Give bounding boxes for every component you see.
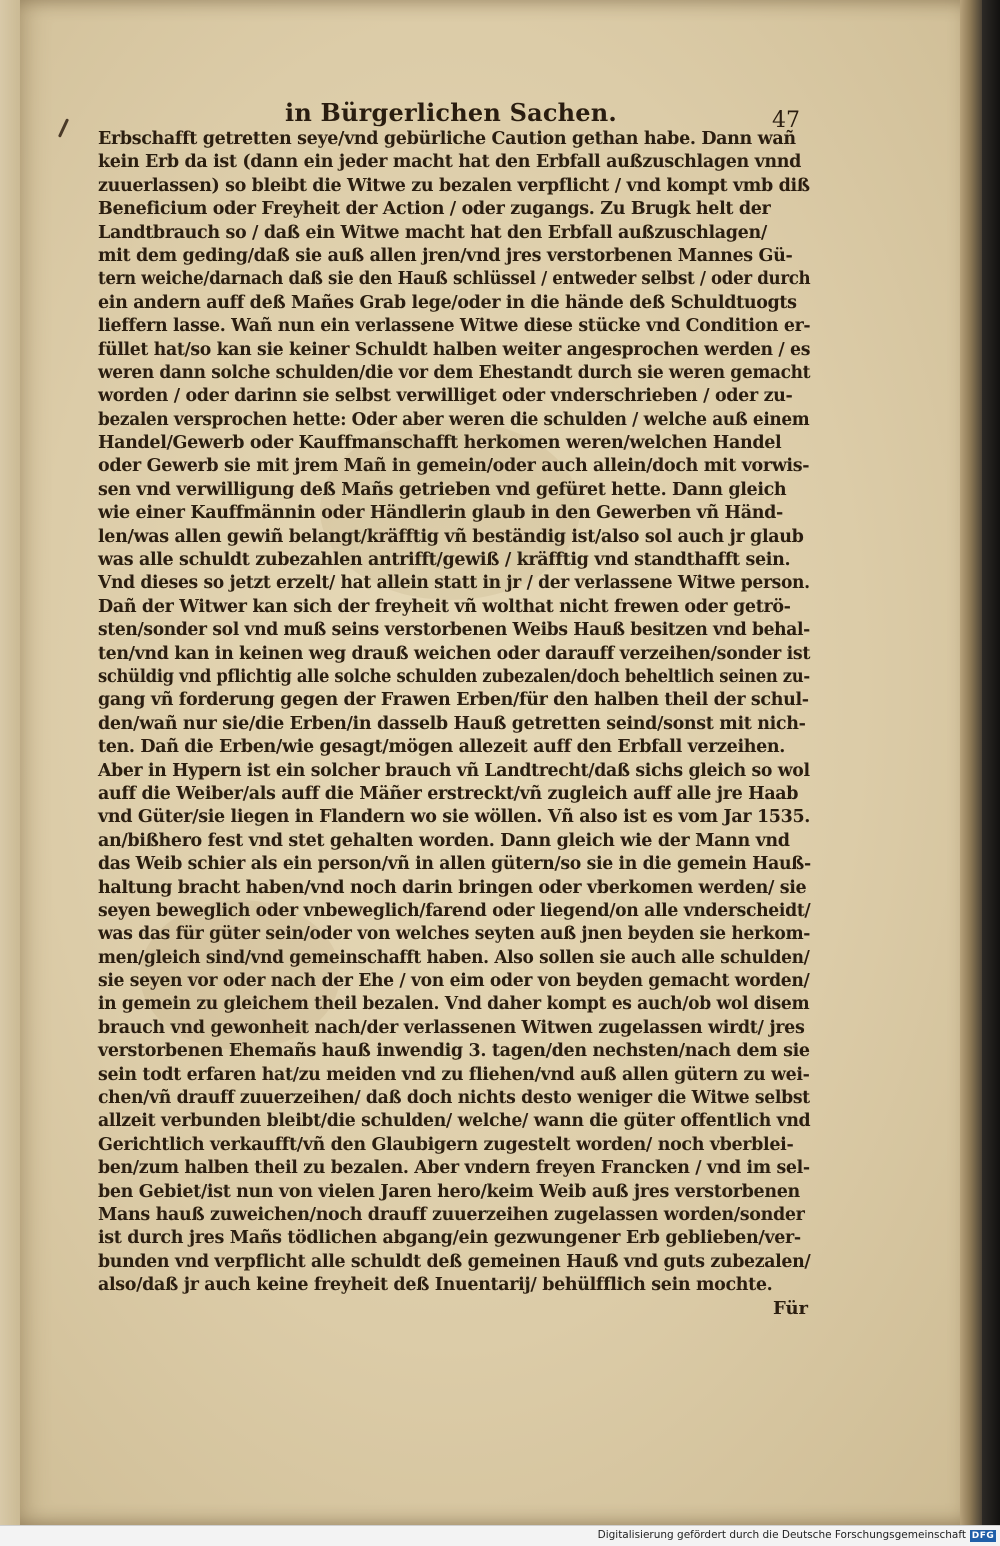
text-line: füllet hat/so kan sie keiner Schuldt halben weiter angesprochen werden / es	[98, 339, 811, 360]
text-line: tern weiche/darnach daß sie den Hauß schlüssel / entweder selbst / oder durch	[98, 269, 811, 290]
text-line: auff die Weiber/als auff die Mäñer erstreckt/vñ zugleich auff alle jre Haab	[98, 783, 799, 804]
text-line: ben/zum halben theil zu bezalen. Aber vndern freyen Francken / vnd im sel-	[98, 1158, 810, 1179]
text-line: allzeit verbunden bleibt/die schulden/ welche/ wann die güter offentlich vnd	[98, 1111, 811, 1132]
text-line: Dañ der Witwer kan sich der freyheit vñ wolthat nicht frewen oder getrö-	[98, 596, 791, 617]
text-line: lieffern lasse. Wañ nun ein verlassene Witwe diese stücke vnd Condition er-	[98, 316, 811, 337]
text-line: sie seyen vor oder nach der Ehe / von eim oder von beyden gemacht worden/	[98, 971, 810, 992]
text-line: den/wañ nur sie/die Erben/in dasselb Hauß getretten seind/sonst mit nich-	[98, 713, 806, 734]
text-line: kein Erb da ist (dann ein jeder macht hat den Erbfall außzuschlagen vnnd	[98, 152, 802, 173]
text-line: brauch vnd gewonheit nach/der verlassenen Witwen zugelassen wirdt/ jres	[98, 1017, 805, 1038]
text-line: Handel/Gewerb oder Kauffmanschafft herkomen weren/welchen Handel	[98, 433, 782, 454]
footer-bar	[0, 1525, 1000, 1546]
text-line: schüldig vnd pflichtig alle solche schulden zubezalen/doch beheltlich seinen zu-	[98, 666, 810, 687]
text-line: Gerichtlich verkaufft/vñ den Glaubigern zugestelt worden/ noch vberblei-	[98, 1134, 794, 1155]
text-line: sen vnd verwilligung deß Mañs getrieben vnd gefüret hette. Dann gleich	[98, 479, 787, 500]
text-line: bunden vnd verpflicht alle schuldt deß gemeinen Hauß vnd guts zubezalen/	[98, 1251, 811, 1272]
text-line: haltung bracht haben/vnd noch darin bringen oder vberkomen werden/ sie	[98, 877, 807, 898]
text-line: chen/vñ drauff zuuerzeihen/ daß doch nichts desto weniger die Witwe selbst	[98, 1088, 810, 1109]
page-number: 47	[772, 108, 800, 133]
dfg-logo: DFG	[971, 1531, 995, 1541]
text-line: ten. Dañ die Erben/wie gesagt/mögen allezeit auff den Erbfall verzeihen.	[98, 737, 786, 758]
text-line: Erbschafft getretten seye/vnd gebürliche Caution gethan habe. Dann wañ	[98, 129, 796, 149]
text-line: men/gleich sind/vnd gemeinschafft haben. Also sollen sie auch alle schulden/	[98, 947, 810, 968]
text-line: oder Gewerb sie mit jrem Mañ in gemein/oder auch allein/doch mit vorwis-	[98, 456, 810, 477]
text-line: zuuerlassen) so bleibt die Witwe zu bezalen verpflicht / vnd kompt vmb diß	[98, 175, 810, 196]
text-line: mit dem geding/daß sie auß allen jren/vnd jres verstorbenen Mannes Gü-	[98, 245, 793, 266]
text-line: ein andern auff deß Mañes Grab lege/oder in die hände deß Schuldtuogts	[98, 292, 797, 313]
text-line: das Weib schier als ein person/vñ in allen gütern/so sie in die gemein Hauß-	[98, 854, 811, 875]
text-line: sein todt erfaren hat/zu meiden vnd zu fliehen/vnd auß allen gütern zu wei-	[98, 1064, 810, 1085]
text-line: Aber in Hypern ist ein solcher brauch vñ Landtrecht/daß sichs gleich so wol	[98, 760, 810, 781]
body-text	[98, 128, 810, 1298]
text-line: worden / oder darinn sie selbst verwilliget oder vnderschrieben / oder zu-	[98, 386, 793, 407]
text-line: seyen beweglich oder vnbeweglich/farend oder liegend/on alle vnderscheidt/	[98, 900, 811, 921]
text-line: ben Gebiet/ist nun von vielen Jaren hero/keim Weib auß jres verstorbenen	[98, 1181, 800, 1202]
text-line: Beneficium oder Freyheit der Action / oder zugangs. Zu Brugk helt der	[98, 199, 771, 220]
text-line: ten/vnd kan in keinen weg drauß weichen oder darauff verzeihen/sonder ist	[98, 643, 811, 664]
text-line: sten/sonder sol vnd muß seins verstorbenen Weibs Hauß besitzen vnd behal-	[98, 620, 810, 641]
text-line: in gemein zu gleichem theil bezalen. Vnd daher kompt es auch/ob wol disem	[98, 994, 810, 1015]
catchword: Für	[773, 1298, 809, 1319]
text-line: an/bißhero fest vnd stet gehalten worden. Dann gleich wie der Mann vnd	[98, 830, 790, 851]
text-line: Landtbrauch so / daß ein Witwe macht hat den Erbfall außzuschlagen/	[98, 222, 767, 243]
text-line: ist durch jres Mañs tödlichen abgang/ein gezwungener Erb geblieben/ver-	[98, 1228, 801, 1249]
text-line: was alle schuldt zubezahlen antrifft/gewiß / kräfftig vnd standthafft sein.	[98, 550, 791, 571]
text-line: wie einer Kauffmännin oder Händlerin glaub in den Gewerben vñ Händ-	[98, 503, 783, 524]
text-line: weren dann solche schulden/die vor dem Ehestandt durch sie weren gemacht	[98, 362, 811, 383]
text-line: gang vñ forderung gegen der Frawen Erben/für den halben theil der schul-	[98, 690, 809, 711]
text-line: bezalen versprochen hette: Oder aber weren die schulden / welche auß einem	[98, 409, 810, 430]
running-header: in Bürgerlichen Sachen.	[285, 98, 617, 127]
funding-credit: Digitalisierung gefördert durch die Deutsche Forschungsgemeinschaft	[597, 1529, 966, 1541]
text-line: Mans hauß zuweichen/noch drauff zuuerzeihen zugelassen worden/sonder	[98, 1204, 805, 1225]
text-line: verstorbenen Ehemañs hauß inwendig 3. tagen/den nechsten/nach dem sie	[98, 1041, 810, 1062]
text-line: also/daß jr auch keine freyheit deß Inuentarij/ behülfflich sein mochte.	[98, 1275, 773, 1296]
book-edge-shadow	[982, 0, 1000, 1525]
text-line: len/was allen gewiñ belangt/kräfftig vñ beständig ist/also sol auch jr glaub	[98, 526, 804, 547]
text-line: Vnd dieses so jetzt erzelt/ hat allein statt in jr / der verlassene Witwe person.	[98, 573, 810, 594]
text-line: was das für güter sein/oder von welches seyten auß jnen beyden sie herkom-	[98, 924, 811, 945]
text-line: vnd Güter/sie liegen in Flandern wo sie wöllen. Vñ also ist es vom Jar 1535.	[98, 807, 811, 828]
